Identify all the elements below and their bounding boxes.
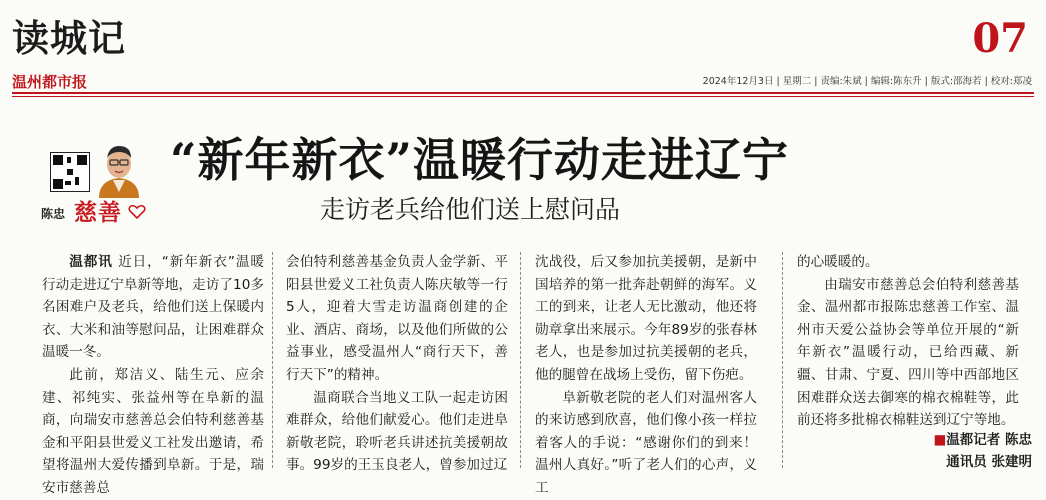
article-column-4	[797, 251, 1019, 432]
column-divider	[782, 252, 783, 468]
page-number: 07	[972, 15, 1028, 62]
paragraph: 此前，郑洁义、陆生元、应余建、祁纯实、张益州等在阜新的温商，向瑞安市慈善总会伯特利慈善基金和平阳县世爱义工社发出邀请，希望将温州大爱传播到阜新。于是，瑞安市慈善总	[42, 366, 264, 496]
paper-name: 温州都市报	[12, 73, 88, 91]
paragraph: 沈战役，后又参加抗美援朝，是新中国培养的第一批奔赴朝鲜的海军。义工的到来，让老人无比激动，他还将勋章拿出来展示。今年89岁的张春林老人，也是参加过抗美援朝的老兵，他的腿曾在战场上受伤，留下伤疤。	[535, 254, 757, 383]
masthead-rule	[12, 92, 1034, 94]
dateline: 温都讯	[69, 254, 113, 270]
paragraph: 阜新敬老院的老人们对温州客人的来访感到欣喜，他们像小孩一样拉着客人的手说：“感谢你们的到来！温州人真好。”听了老人们的心声，义工	[535, 389, 757, 496]
column-divider	[272, 252, 273, 468]
heart-hand-icon	[128, 204, 146, 220]
issue-meta: 2024年12月3日 | 星期二 | 责编:朱斌 | 编辑:陈东升 | 版式:邵海若 | 校对:郑凌	[702, 76, 1032, 87]
paragraph: 的心暖暖的。	[797, 254, 879, 270]
section-title: 读城记	[12, 16, 126, 60]
paragraph: 温商联合当地义工队一起走访困难群众，给他们献爱心。他们走进阜新敬老院，聆听老兵讲述抗美援朝故事。99岁的王玉良老人，曾参加过辽	[286, 389, 508, 474]
column-logo-brand: 慈善	[74, 200, 122, 226]
masthead-rule-thin	[12, 96, 1034, 97]
article-column-1	[42, 251, 264, 500]
byline	[934, 429, 1032, 473]
paragraph: 近日，“新年新衣”温暖行动走进辽宁阜新等地，走访了10多名困难户及老兵，给他们送上保暖内衣、大米和油等慰问品，让困难群众温暖一冬。	[42, 254, 264, 361]
byline-correspondent: 通讯员 张建明	[946, 454, 1032, 470]
byline-mark: ■	[933, 432, 947, 448]
reporter-avatar-icon	[93, 140, 145, 198]
article-subheadline: 走访老兵给他们送上慰问品	[320, 195, 621, 224]
article-column-3	[535, 251, 757, 500]
qr-code-icon[interactable]	[50, 152, 90, 192]
paragraph: 会伯特利慈善基金负责人金学新、平阳县世爱义工社负责人陈庆敏等一行5人，迎着大雪走访温商创建的企业、酒店、商场，以及他们所做的公益事业，感受温州人“商行天下，善行天下”的精神。	[286, 254, 508, 383]
column-logo-name: 陈忠	[41, 207, 66, 221]
column-divider	[520, 252, 521, 468]
article-headline: “新年新衣”温暖行动走进辽宁	[170, 133, 789, 187]
byline-reporter: 温都记者 陈忠	[946, 432, 1032, 448]
paragraph: 由瑞安市慈善总会伯特利慈善基金、温州都市报陈忠慈善工作室、温州市天爱公益协会等单位开展的“新年新衣”温暖行动，已给西藏、新疆、甘肃、宁夏、四川等中西部地区困难群众送去御寒的棉衣棉鞋等，此前还将多批棉衣棉鞋送到辽宁等地。	[797, 276, 1019, 429]
article-column-2	[286, 251, 508, 477]
